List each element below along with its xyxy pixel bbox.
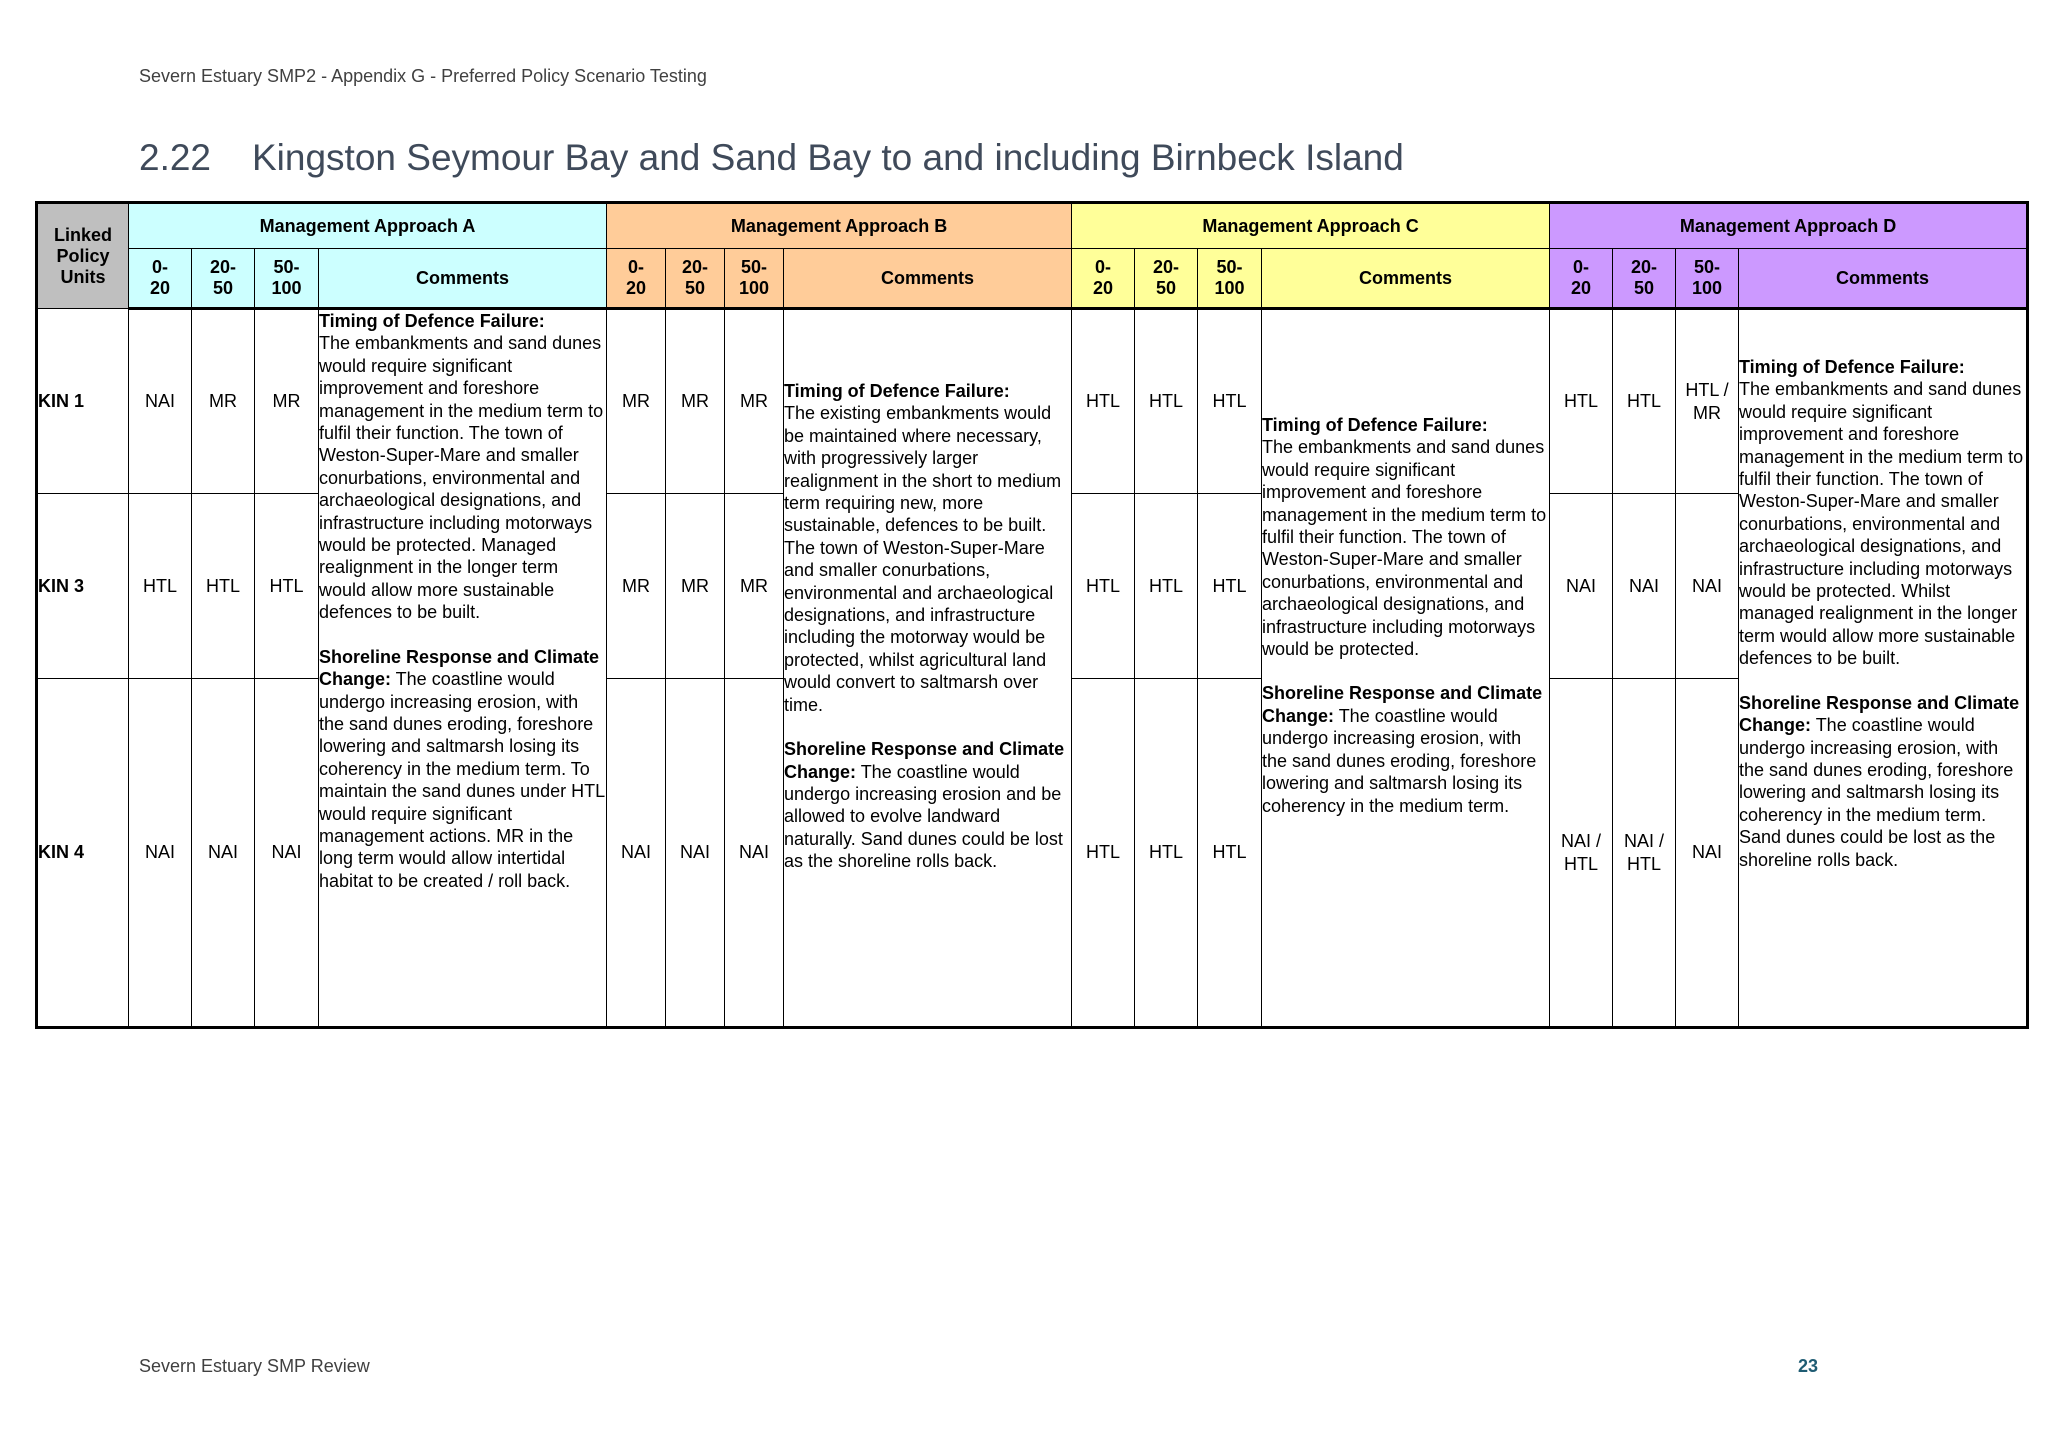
comment-text: The existing embankments would be maintained where necessary, with progressively larger realignment in the short to medium term requiring new, more sustainable, defences to be built. The town of Weston-Super-Mare and smaller conurbations, environmental and archaeological designations, and infrastructure including the motorway would be protected, whilst agricultural land would convert to saltmarsh over time.: [784, 403, 1062, 715]
approach-b-comments: [784, 309, 1072, 1028]
epoch-start: 0-: [1095, 257, 1112, 277]
comments-header: Comments: [319, 249, 607, 309]
running-footer: Severn Estuary SMP Review: [139, 1356, 370, 1376]
comment-heading: Timing of Defence Failure:: [1739, 357, 1965, 377]
comments-header: Comments: [1739, 249, 2028, 309]
linked-header-line: Policy: [56, 245, 110, 266]
comment-text: The coastline would undergo increasing erosion, with the sand dunes eroding, foreshore lowering and saltmarsh losing its coherency in the medium term.: [1262, 705, 1537, 816]
epoch-start: 20-: [209, 257, 236, 277]
epoch-start: 50-: [1216, 257, 1243, 277]
comment-text: The embankments and sand dunes would require significant improvement and foreshore management in the medium term to fulfil their function. The town of Weston-Super-Mare and smaller conurbations, environmental and archaeological designations, and infrastructure including motorways would be protected. Managed realignment in the longer term would allow more sustainable defences to be built.: [319, 333, 604, 623]
epoch-header-0-20: [1550, 249, 1613, 309]
comment-block: [1739, 692, 2026, 871]
linked-header-line: Linked: [53, 224, 112, 245]
approach-c-header: Management Approach C: [1072, 203, 1550, 249]
policy-value: MR: [255, 309, 319, 494]
policy-value: HTL: [1198, 494, 1262, 679]
approach-b-header: Management Approach B: [607, 203, 1072, 249]
policy-value: HTL: [1613, 309, 1676, 494]
comment-block: [319, 646, 606, 892]
policy-unit-label: KIN 4: [37, 679, 129, 1028]
epoch-end: 20: [149, 278, 171, 298]
epoch-end: 100: [271, 278, 302, 298]
epoch-header-0-20: [607, 249, 666, 309]
policy-value: HTL: [1072, 309, 1135, 494]
epoch-start: 50-: [1694, 257, 1721, 277]
epoch-end: 50: [1156, 278, 1177, 298]
epoch-start: 0-: [151, 257, 168, 277]
policy-value: NAI / HTL: [1550, 679, 1613, 1028]
policy-value: HTL: [1550, 309, 1613, 494]
policy-unit-label: KIN 1: [37, 309, 129, 494]
comment-block: [1739, 356, 2026, 670]
policy-value: NAI: [1613, 494, 1676, 679]
policy-value: HTL: [129, 494, 192, 679]
section-title: [139, 137, 1404, 179]
policy-value: NAI: [1550, 494, 1613, 679]
approach-a-header: Management Approach A: [129, 203, 607, 249]
policy-value: NAI: [129, 679, 192, 1028]
policy-value: NAI: [607, 679, 666, 1028]
comment-block: [784, 380, 1071, 716]
epoch-end: 20: [626, 278, 647, 298]
epoch-header-50-100: [255, 249, 319, 309]
epoch-header-20-50: [192, 249, 255, 309]
epoch-start: 20-: [1153, 257, 1180, 277]
policy-value: NAI: [666, 679, 725, 1028]
policy-value: MR: [607, 309, 666, 494]
policy-value: HTL: [1072, 494, 1135, 679]
comment-block: [1262, 414, 1549, 660]
policy-value: HTL: [1198, 679, 1262, 1028]
epoch-header-50-100: [1198, 249, 1262, 309]
epoch-start: 20-: [682, 257, 709, 277]
policy-value: MR: [666, 494, 725, 679]
epoch-header-0-20: [1072, 249, 1135, 309]
epoch-start: 0-: [628, 257, 645, 277]
policy-value: MR: [666, 309, 725, 494]
epoch-end: 20: [1093, 278, 1114, 298]
comment-heading: Shoreline Response and Climate Change:: [1739, 692, 2020, 736]
comment-heading: Timing of Defence Failure:: [784, 381, 1010, 401]
page-number: 23: [1798, 1356, 1819, 1376]
policy-value: NAI: [129, 309, 192, 494]
table-row: [37, 309, 2028, 494]
policy-value: MR: [725, 494, 784, 679]
epoch-end: 50: [212, 278, 234, 298]
running-header: Severn Estuary SMP2 - Appendix G - Preferred Policy Scenario Testing: [139, 66, 707, 86]
epoch-start: 50-: [273, 257, 300, 277]
comment-text: The coastline would undergo increasing erosion and be allowed to evolve landward naturally. Sand dunes could be lost as the shoreline rolls back.: [784, 761, 1063, 872]
comment-block: [784, 738, 1071, 872]
comments-header: Comments: [1262, 249, 1550, 309]
policy-value: HTL: [192, 494, 255, 679]
policy-value: MR: [607, 494, 666, 679]
policy-value: HTL / MR: [1676, 309, 1739, 494]
policy-scenario-table: [35, 201, 2029, 1029]
policy-value: HTL: [1135, 679, 1198, 1028]
comment-text: The embankments and sand dunes would require significant improvement and foreshore management in the medium term to fulfil their function. The town of Weston-Super-Mare and smaller conurbations, environmental and archaeological designations, and infrastructure including motorways would be protected.: [1262, 437, 1547, 660]
comment-text: The coastline would undergo increasing erosion, with the sand dunes eroding, foreshore lowering and saltmarsh losing its coherency in the medium term. To maintain the sand dunes under HTL would require significant management actions. MR in the long term would allow intertidal habitat to be created / roll back.: [319, 669, 605, 891]
policy-value: HTL: [1072, 679, 1135, 1028]
policy-value: MR: [192, 309, 255, 494]
policy-value: HTL: [1198, 309, 1262, 494]
policy-value: MR: [725, 309, 784, 494]
policy-value: NAI: [192, 679, 255, 1028]
epoch-header-20-50: [1613, 249, 1676, 309]
epoch-end: 100: [738, 278, 770, 298]
policy-value: NAI: [1676, 494, 1739, 679]
policy-value: NAI: [1676, 679, 1739, 1028]
approach-a-comments: [319, 309, 607, 1028]
policy-value: HTL: [1135, 309, 1198, 494]
epoch-end: 100: [1214, 278, 1245, 298]
epoch-end: 50: [685, 278, 706, 298]
epoch-header-50-100: [725, 249, 784, 309]
comment-block: [319, 310, 606, 624]
approach-d-comments: [1739, 309, 2028, 1028]
approach-c-comments: [1262, 309, 1550, 1028]
epoch-start: 0-: [1573, 257, 1590, 277]
epoch-end: 50: [1634, 278, 1655, 298]
policy-value: NAI: [725, 679, 784, 1028]
epoch-header-20-50: [1135, 249, 1198, 309]
comment-heading: Timing of Defence Failure:: [1262, 415, 1488, 435]
policy-unit-label: KIN 3: [37, 494, 129, 679]
linked-policy-units-header: [37, 203, 129, 309]
comment-heading: Shoreline Response and Climate Change:: [1262, 683, 1543, 726]
epoch-start: 50-: [741, 257, 768, 277]
epoch-end: 20: [1571, 278, 1592, 298]
approach-d-header: Management Approach D: [1550, 203, 2028, 249]
comment-block: [1262, 682, 1549, 816]
epoch-header-20-50: [666, 249, 725, 309]
policy-value: HTL: [1135, 494, 1198, 679]
epoch-header-50-100: [1676, 249, 1739, 309]
epoch-end: 100: [1691, 278, 1723, 298]
comment-heading: Timing of Defence Failure:: [319, 311, 545, 331]
policy-value: NAI / HTL: [1613, 679, 1676, 1028]
comments-header: Comments: [784, 249, 1072, 309]
comment-text: The coastline would undergo increasing erosion, with the sand dunes eroding, foreshore lowering and saltmarsh losing its coherency in the medium term. Sand dunes could be lost as the shoreline rolls back.: [1739, 715, 2014, 870]
comment-heading: Shoreline Response and Climate Change:: [784, 739, 1065, 782]
policy-value: HTL: [255, 494, 319, 679]
comment-heading: Shoreline Response and Climate Change:: [319, 646, 600, 690]
section-number: 2.22: [139, 137, 212, 178]
policy-value: NAI: [255, 679, 319, 1028]
epoch-header-0-20: [129, 249, 192, 309]
section-heading: Kingston Seymour Bay and Sand Bay to and including Birnbeck Island: [252, 137, 1404, 178]
epoch-start: 20-: [1631, 257, 1658, 277]
linked-header-line: Units: [60, 266, 106, 287]
comment-text: The embankments and sand dunes would require significant improvement and foreshore management in the medium term to fulfil their function. The town of Weston-Super-Mare and smaller conurbations, environmental and archaeological designations, and infrastructure including motorways would be protected. Whilst managed realignment in the longer term would allow more sustainable defences to be built.: [1739, 379, 2024, 669]
